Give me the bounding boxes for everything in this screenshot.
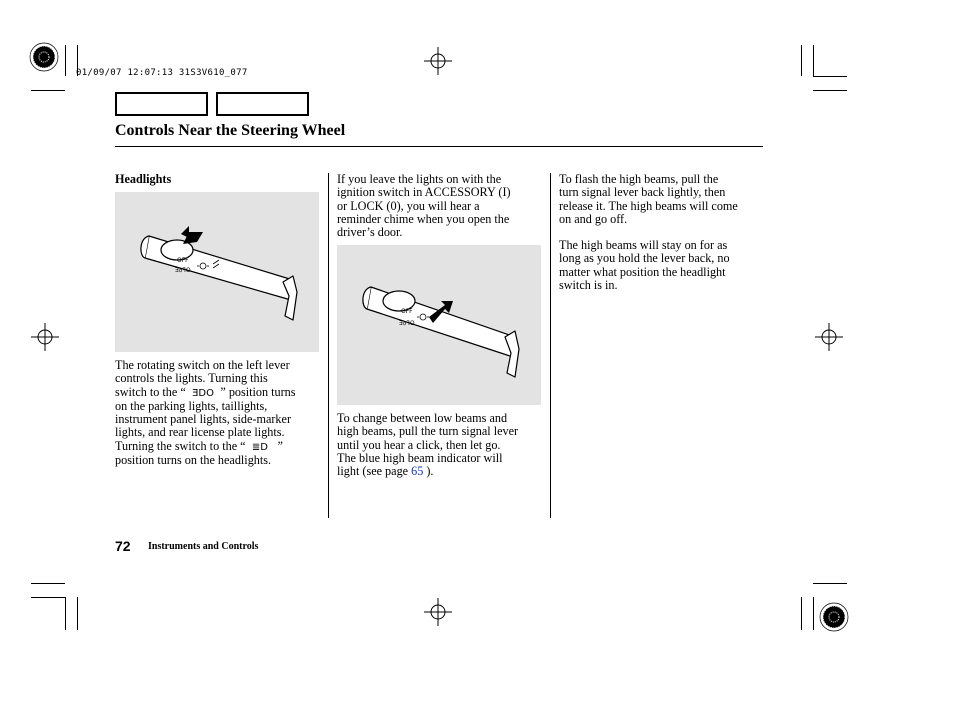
text-line: reminder chime when you open the xyxy=(337,211,510,226)
text-line: turn signal lever back lightly, then xyxy=(559,185,726,200)
text-line: The blue high beam indicator will xyxy=(337,450,503,465)
section-tab xyxy=(216,92,309,116)
text-line: high beams, pull the turn signal lever xyxy=(337,424,519,439)
high-beam-figure xyxy=(337,245,541,405)
off-label: OFF xyxy=(177,257,189,264)
column-divider xyxy=(550,173,551,518)
column3-para2 xyxy=(559,239,764,292)
text-line: switch to the “ ƎDO ” position turns xyxy=(115,384,296,399)
lever-figure xyxy=(115,192,319,352)
lever-illustration xyxy=(337,245,541,405)
text-line: ignition switch in ACCESSORY (I) xyxy=(337,185,511,200)
column2-bottom xyxy=(337,412,547,478)
text-line: or LOCK (0), you will hear a xyxy=(337,198,480,213)
section-name: Instruments and Controls xyxy=(148,541,259,552)
text-line: on and go off. xyxy=(559,211,628,226)
text-line: matter what position the headlight xyxy=(559,264,726,279)
text-line: To change between low beams and xyxy=(337,411,508,425)
text-line: The rotating switch on the left lever xyxy=(115,358,290,372)
page-number: 72 xyxy=(115,538,131,554)
position-label: ƎꝺꟻO xyxy=(399,320,415,327)
section-tab xyxy=(115,92,208,116)
crosshair-icon xyxy=(424,598,452,626)
column-divider xyxy=(328,173,329,518)
headlight-icon: ≣D xyxy=(245,441,278,453)
crosshair-icon xyxy=(424,47,452,75)
text-line: driver’s door. xyxy=(337,225,403,240)
column1-body xyxy=(115,359,325,467)
text-line: switch is in. xyxy=(559,277,618,292)
sunburst-target-icon xyxy=(820,603,848,631)
text-line: on the parking lights, taillights, xyxy=(115,398,268,413)
crosshair-icon xyxy=(31,323,59,351)
section-heading: Headlights xyxy=(115,172,172,186)
parking-light-icon: ƎDO xyxy=(185,387,221,399)
off-label: OFF xyxy=(401,308,413,315)
text-line: long as you hold the lever back, no xyxy=(559,251,730,266)
title-rule xyxy=(115,146,763,147)
page-link[interactable]: 65 xyxy=(411,464,424,479)
text-line: The high beams will stay on for as xyxy=(559,238,728,252)
text-line: position turns on the headlights. xyxy=(115,453,272,468)
text-line: instrument panel lights, side-marker xyxy=(115,412,291,427)
text-line: until you hear a click, then let go. xyxy=(337,437,501,452)
text-line: release it. The high beams will come xyxy=(559,198,738,213)
sunburst-target-icon xyxy=(30,43,58,71)
lever-illustration xyxy=(115,192,319,352)
column3-para1 xyxy=(559,173,764,226)
page-title: Controls Near the Steering Wheel xyxy=(115,122,346,139)
crosshair-icon xyxy=(815,323,843,351)
text-line: light (see page 65 ). xyxy=(337,464,434,479)
position-label: ƎꝺꟻO xyxy=(175,267,191,274)
text-line: controls the lights. Turning this xyxy=(115,371,268,386)
text-line: lights, and rear license plate lights. xyxy=(115,425,285,440)
text-line: To flash the high beams, pull the xyxy=(559,172,719,186)
text-line: Turning the switch to the “ ≣D ” xyxy=(115,438,283,453)
column2-top xyxy=(337,173,547,239)
print-stamp: 01/09/07 12:07:13 31S3V610_077 xyxy=(76,68,248,78)
text-line: If you leave the lights on with the xyxy=(337,172,502,186)
